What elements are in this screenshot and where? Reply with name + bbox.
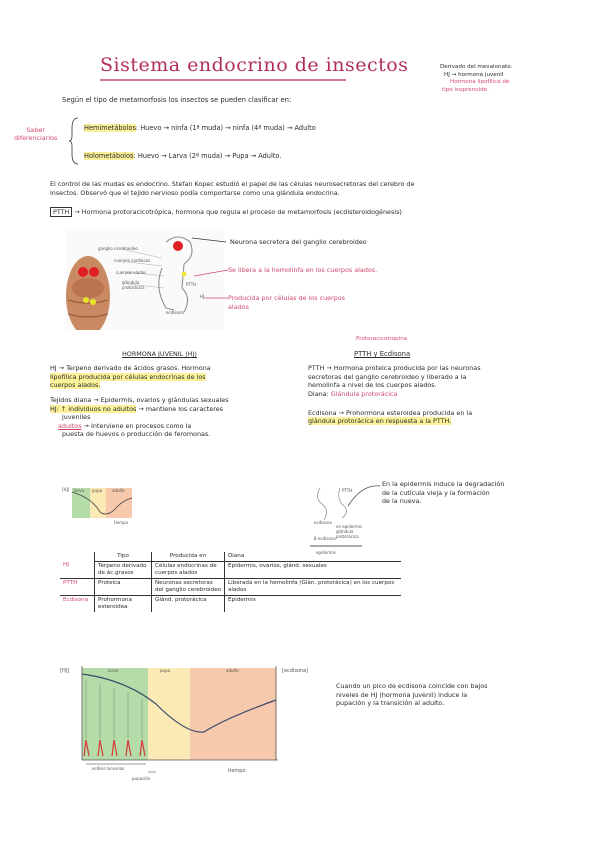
fig-label-glandula: glándula protorácica bbox=[122, 280, 145, 290]
final-note: Cuando un pico de ecdisona coincide con bajos niveles de HJ (hormona juvenil) induce la pupación y la transición al adulto. bbox=[336, 682, 488, 708]
small-graph-adulto: adulto bbox=[112, 488, 125, 493]
hj-origin-note: Derivado del mevalonato. HJ → hormona juvenil Hormona lipofílica de tipo isoprenoide. bbox=[440, 64, 513, 93]
fig1-note-neurona: Neurona secretora del ganglio cerebroideo bbox=[230, 238, 367, 246]
fig3-b-ecdisona: β-ecdisona bbox=[314, 536, 336, 541]
fig3-epidermis: epidermis bbox=[316, 550, 336, 555]
big-graph-tiempo: tiempo bbox=[228, 768, 246, 774]
fig-label-cardiacos: cuerpos cardíacos bbox=[114, 258, 151, 263]
control-paragraph: El control de las mudas es endocrino. Stefan Kopec estudió el papel de las células neurosecretoras del cerebro de insectos. Observó que el tejido nervioso podía comportarse como una glándula endocrina. bbox=[50, 180, 415, 197]
table-header-diana: Diana bbox=[225, 552, 402, 561]
intro-text: Según el tipo de metamorfosis los insectos se pueden clasificar en: bbox=[62, 96, 292, 104]
big-graph-ecd-label: [ecdisona] bbox=[282, 668, 309, 674]
fig3-ecdisona: ecdisona bbox=[314, 520, 332, 525]
table-row: PTTH Proteica Neuronas secretoras del ganglio cerebroideo Liberada en la hemolinfa (Glán. protorácica) en los cuerpos alados bbox=[60, 578, 401, 595]
side-note: Saber diferenciarlos bbox=[14, 126, 58, 143]
small-graph-larva: larva bbox=[74, 488, 85, 493]
table-row: Ecdisona Prohormona esteroidea Glánd. protorácica Epidermis bbox=[60, 595, 401, 611]
fig-label-ecdisona: ecdisona bbox=[166, 310, 184, 315]
table-header-tipo: Tipo bbox=[95, 552, 152, 561]
fig-label-hj: HJ bbox=[200, 294, 205, 299]
small-graph-hj-label: [HJ] bbox=[62, 487, 70, 492]
fig1-note-hemolinfa: Se libera a la hemolinfa en los cuerpos alados. bbox=[228, 266, 378, 274]
big-graph-adulto: adulto bbox=[226, 668, 239, 673]
big-graph-pupa: pupa bbox=[160, 668, 171, 673]
small-hj-graph bbox=[62, 482, 134, 526]
hj-ecdisona-graph bbox=[56, 660, 322, 788]
page-title: Sistema endocrino de insectos bbox=[100, 54, 409, 76]
table-header-producida: Producida en bbox=[152, 552, 225, 561]
title-underline bbox=[98, 78, 348, 82]
ptth-heading: PTTH y Ecdisona bbox=[354, 350, 411, 358]
big-graph-ecdisis: ecdisis larvarias bbox=[92, 766, 125, 771]
brace bbox=[68, 116, 80, 166]
fig3-note: En la epidermis induce la degradación de la cutícula vieja y la formación de la nueva. bbox=[382, 480, 505, 506]
fig-label-ganglio: ganglio cerebroideo bbox=[98, 246, 138, 251]
hj-heading: HORMONA JUVENIL (HJ) bbox=[122, 350, 197, 358]
ptth-text: PTTH → Hormona proteica producida por las neuronas secretoras del ganglio cerebroideo y liberado a la hemolinfa a nivel de los cuerpos alados. Diana: Glándula protorácica Ecdisona → Prohormona esteroidea producida en la glándula protorácica en respuesta a la PTTH. bbox=[308, 364, 481, 426]
hj-text: HJ → Terpeno derivado de ácidos grasos. Hormona lipofílica producida por células endocrinas de los cuerpos alados. Tejidos diana → Epidermis, ovarios y glándulas sexuales HJ: ↑ individuos no adultos → mantiene los caracteres juveniles adultos → Interviene en procesos como la puesta de huevos o producción de feromonas. bbox=[50, 364, 229, 439]
hormones-table bbox=[60, 552, 401, 612]
holometabolos-row: Holometábolos: Huevo → Larva (2ª muda) → Pupa → Adulto. bbox=[84, 152, 282, 160]
big-graph-hj-label: [HJ] bbox=[60, 668, 70, 674]
fig1-note-producida: Producida por células de los cuerpos alados bbox=[228, 294, 345, 311]
table-row: HJ Terpeno derivado de ác.grasos Células endocrinas de cuerpos alados Epidermis, ovarios, glánd. sexuales bbox=[60, 561, 401, 578]
ptth-definition: PTTH → Hormona protoracicotrópica, hormona que regula el proceso de metamorfosis (ecdisteroidogénesis) bbox=[50, 208, 402, 217]
hemimetabolos-row: Hemimetábolos: Huevo → ninfa (1ª muda) → ninfa (4ª muda) → Adulto bbox=[84, 124, 316, 132]
fig3-ptth: PTTH bbox=[342, 488, 353, 493]
small-graph-tiempo: tiempo bbox=[114, 520, 129, 525]
fig3-pointer bbox=[346, 480, 382, 510]
fig3-epidermis-note: en epidermis bbox=[336, 524, 363, 529]
big-graph-pupacion: pupación bbox=[132, 776, 151, 781]
fig3-glandula: glándula protorácica bbox=[336, 529, 359, 539]
small-graph-pupa: pupa bbox=[92, 488, 103, 493]
ptth-above-note: Protoracicotropina bbox=[356, 336, 408, 342]
fig-label-alados: cuerpos alados bbox=[116, 270, 147, 275]
fig-label-ptth: PTTH bbox=[186, 282, 197, 287]
big-graph-larva: larva bbox=[108, 668, 119, 673]
